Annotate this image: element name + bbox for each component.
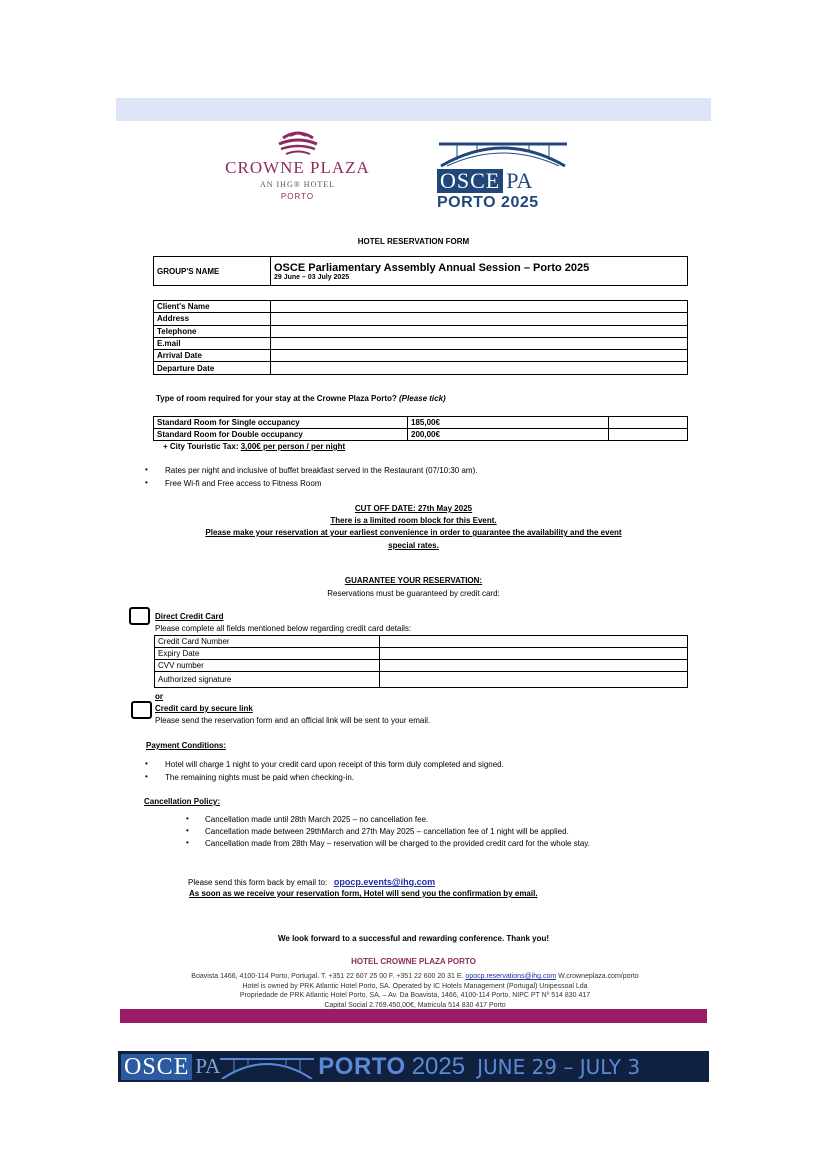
group-dates: 29 June – 03 July 2025 (274, 273, 350, 281)
address-label: Address (154, 313, 271, 325)
events-email-link[interactable]: opocp.events@ihg.com (333, 877, 436, 887)
or-label: or (155, 692, 163, 701)
guarantee-heading: GUARANTEE YOUR RESERVATION: (344, 576, 483, 585)
banner-pa: PA (195, 1054, 221, 1078)
list-item: • Cancellation made from 28th May – reservation will be charged to the provided credit card for the whole stay. (186, 839, 676, 848)
list-item: • Hotel will charge 1 night to your credit card upon receipt of this form duly completed and signed. (145, 760, 504, 769)
crowne-plaza-logo (210, 130, 385, 210)
secure-link-title: Credit card by secure link (155, 704, 253, 713)
footer-capital: Capital Social 2.769.450,00€, Matricula 514 830 417 Porto (324, 1001, 506, 1009)
bridge-icon (437, 136, 569, 168)
secure-link-instruction: Please send the reservation form and an official link will be sent to your email. (155, 716, 431, 725)
header-band (116, 98, 711, 121)
send-instruction: Please send this form back by email to: opocp.events@ihg.com (188, 877, 436, 887)
departure-date-label: Departure Date (154, 362, 271, 374)
table-row (154, 429, 688, 441)
room-question-note: (Please tick) (399, 394, 446, 403)
osce-event-name: PORTO 2025 (437, 194, 539, 211)
group-table (153, 256, 688, 286)
room-tick-single[interactable] (609, 417, 688, 429)
table-row (154, 417, 688, 429)
osce-wordmark: OSCE (437, 169, 503, 193)
reservations-email-link[interactable]: opocp.reservations@ihg.com (465, 973, 557, 980)
expiry-date-label: Expiry Date (155, 648, 380, 660)
rate-notes (145, 466, 477, 492)
arrival-date-field[interactable] (271, 350, 688, 362)
footer-address: Boavista 1466, 4100-114 Porto, Portugal. T. +351 22 607 25 00 F. +351 22 600 20 31 E. opocp.reservations@ihg.com W.crowneplaza.com/porto (191, 973, 639, 980)
card-number-field[interactable] (380, 636, 688, 648)
limited-block: There is a limited room block for this Event. (330, 516, 497, 525)
closing-message: We look forward to a successful and rewarding conference. Thank you! (277, 934, 550, 943)
cancellation-heading: Cancellation Policy: (144, 797, 221, 806)
client-name-field[interactable] (271, 301, 688, 313)
list-item: • Cancellation made between 29thMarch and 27th May 2025 – cancellation fee of 1 night will be applied. (186, 827, 676, 836)
card-number-label: Credit Card Number (155, 636, 380, 648)
list-item: • The remaining nights must be paid when checking-in. (145, 773, 504, 782)
secure-link-checkbox[interactable] (131, 701, 152, 719)
room-price: 200,00€ (408, 429, 609, 441)
room-type: Standard Room for Double occupancy (154, 429, 408, 441)
confirmation-note: As soon as we receive your reservation form, Hotel will send you the confirmation by email. (189, 889, 538, 898)
reservation-advice-cont: special rates. (388, 541, 439, 550)
room-table (153, 416, 688, 441)
room-tick-double[interactable] (609, 429, 688, 441)
direct-credit-card-checkbox[interactable] (129, 607, 150, 625)
payment-conditions (145, 760, 504, 786)
banner-osce: OSCE (121, 1054, 192, 1080)
group-title: OSCE Parliamentary Assembly Annual Session – Porto 2025 (274, 261, 590, 274)
room-type: Standard Room for Single occupancy (154, 417, 408, 429)
event-banner (118, 1051, 709, 1082)
room-price: 185,00€ (408, 417, 609, 429)
banner-bridge-icon (220, 1055, 314, 1079)
crowne-plaza-city: PORTO (280, 192, 315, 201)
cutoff-date: CUT OFF DATE: 27th May 2025 (354, 504, 473, 513)
list-item: • Free Wi-fi and Free access to Fitness Room (145, 479, 477, 488)
banner-year: 2025 (411, 1052, 466, 1080)
list-item: • Cancellation made until 28th March 2025 – no cancellation fee. (186, 815, 676, 824)
list-item: • Rates per night and inclusive of buffet breakfast served in the Restaurant (07/10:30 am). (145, 466, 477, 475)
expiry-date-field[interactable] (380, 648, 688, 660)
form-title: HOTEL RESERVATION FORM (357, 237, 470, 246)
departure-date-field[interactable] (271, 362, 688, 374)
crowne-plaza-name: CROWNE PLAZA (225, 158, 370, 177)
cvv-label: CVV number (155, 660, 380, 672)
crowne-plaza-subtitle: AN IHG® HOTEL (259, 180, 336, 189)
email-label: E.mail (154, 337, 271, 349)
telephone-field[interactable] (271, 325, 688, 337)
client-name-label: Client's Name (154, 301, 271, 313)
guarantee-subtitle: Reservations must be guaranteed by credit card: (327, 589, 500, 598)
reservation-advice: Please make your reservation at your earliest convenience in order to guarantee the availability and the event (205, 528, 622, 537)
crowne-plaza-emblem-icon (275, 130, 321, 156)
footer-bar (120, 1009, 707, 1023)
signature-label: Authorized signature (155, 672, 380, 688)
banner-dates: JUNE 29 – JULY 3 (477, 1054, 641, 1079)
footer-details (110, 972, 720, 1010)
credit-card-table (154, 635, 688, 688)
group-value (271, 257, 688, 286)
group-label: GROUP'S NAME (154, 257, 271, 286)
city-tax: + City Touristic Tax: 3,00€ per person / per night (163, 442, 346, 451)
client-details-table (153, 300, 688, 375)
city-tax-amount: 3,00€ per person / per night (240, 442, 346, 451)
footer-hotel-name: HOTEL CROWNE PLAZA PORTO (351, 957, 476, 966)
address-field[interactable] (271, 313, 688, 325)
payment-heading: Payment Conditions: (146, 741, 227, 750)
cvv-field[interactable] (380, 660, 688, 672)
pa-wordmark: PA (506, 168, 533, 193)
direct-credit-card-title: Direct Credit Card (155, 612, 224, 621)
telephone-label: Telephone (154, 325, 271, 337)
banner-porto: PORTO (318, 1052, 406, 1080)
room-question: Type of room required for your stay at the Crowne Plaza Porto? (Please tick) (156, 394, 446, 403)
footer-property: Propriedade de PRK Atlantic Hotel Porto, SA. – Av. Da Boavista, 1466, 4100-114 Porto. NIPC PT Nº 514 830 417 (239, 992, 591, 999)
arrival-date-label: Arrival Date (154, 350, 271, 362)
cancellation-policy (186, 815, 676, 851)
osce-pa-logo (437, 136, 572, 218)
signature-field[interactable] (380, 672, 688, 688)
direct-credit-card-instruction: Please complete all fields mentioned below regarding credit card details: (155, 624, 412, 633)
email-field[interactable] (271, 337, 688, 349)
footer-ownership: Hotel is owned by PRK Atlantic Hotel Porto, SA. Operated by IC Hotels Management (Portugal) Unipessoal Lda (242, 982, 588, 990)
